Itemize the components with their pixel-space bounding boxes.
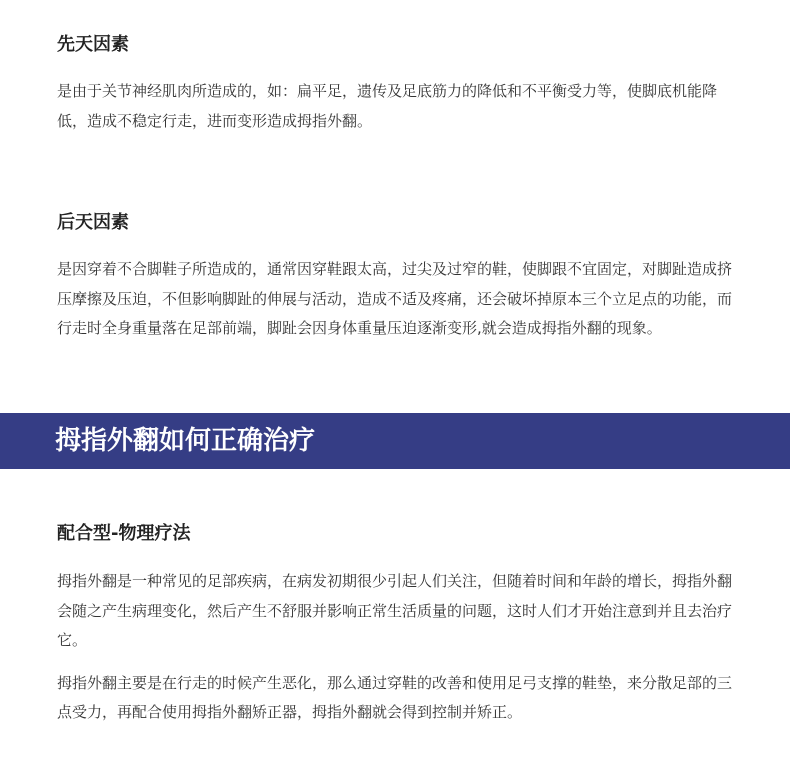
section-paragraph: 拇指外翻是一种常见的足部疾病，在病发初期很少引起人们关注，但随着时间和年龄的增长，拇指外翻会随之产生病理变化，然后产生不舒服并影响正常生活质量的问题，这时人们才开始注意到并且去治疗它。 xyxy=(57,572,733,649)
section-paragraph: 是因穿着不合脚鞋子所造成的，通常因穿鞋跟太高，过尖及过窄的鞋，使脚跟不宜固定，对脚趾造成挤压摩擦及压迫，不但影响脚趾的伸展与活动，造成不适及疼痛，还会破坏掉原本三个立足点的功能，而行走时全身重量落在足部前端，脚趾会因身体重量压迫逐渐变形,就会造成拇指外翻的现象。 xyxy=(57,260,733,337)
section-congenital-factors xyxy=(57,33,732,136)
banner-title: 拇指外翻如何正确治疗 xyxy=(55,426,316,456)
section-heading: 配合型-物理疗法 xyxy=(57,523,191,544)
treatment-banner xyxy=(0,413,790,469)
section-physical-therapy xyxy=(57,522,732,728)
section-heading: 先天因素 xyxy=(57,34,129,55)
section-paragraph: 拇指外翻主要是在行走的时候产生恶化，那么通过穿鞋的改善和使用足弓支撑的鞋垫，来分散足部的三点受力，再配合使用拇指外翻矫正器，拇指外翻就会得到控制并矫正。 xyxy=(57,673,733,721)
section-acquired-factors xyxy=(57,211,732,344)
section-paragraph: 是由于关节神经肌肉所造成的，如：扁平足，遗传及足底筋力的降低和不平衡受力等，使脚底机能降低，造成不稳定行走，进而变形造成拇指外翻。 xyxy=(57,82,718,130)
section-heading: 后天因素 xyxy=(57,212,129,233)
